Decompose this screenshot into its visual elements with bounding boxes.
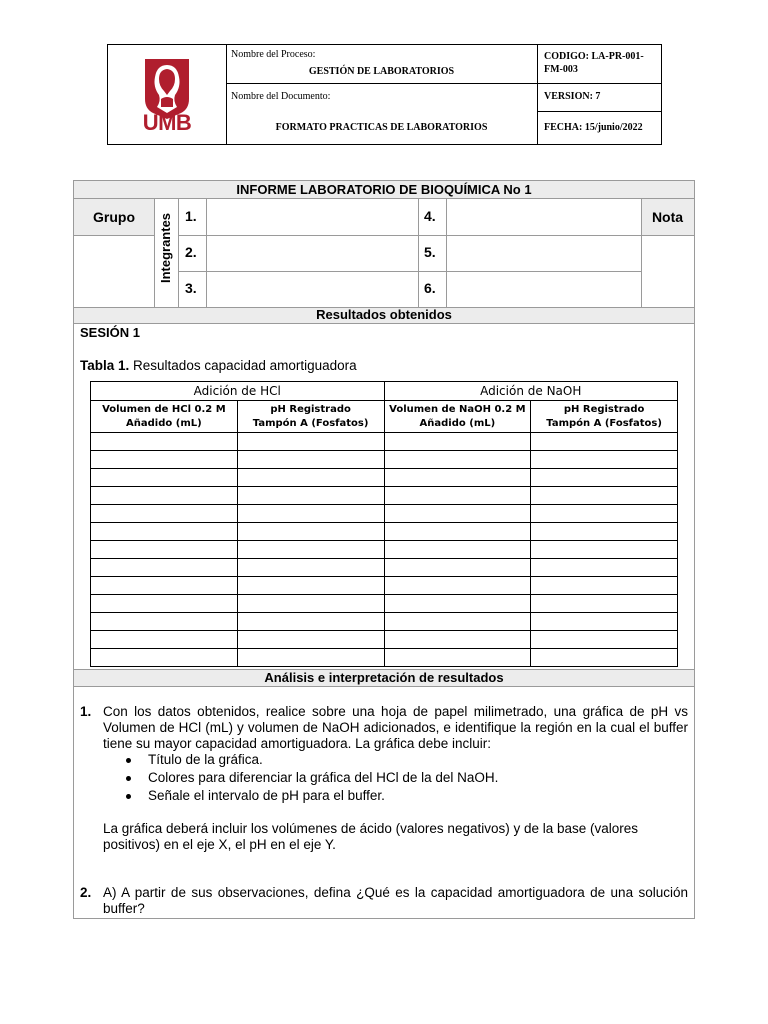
- table-row: [91, 541, 678, 559]
- table-cell[interactable]: [237, 487, 384, 505]
- document-label: Nombre del Documento:: [231, 91, 331, 102]
- table-cell[interactable]: [91, 649, 238, 667]
- table-cell[interactable]: [237, 595, 384, 613]
- q2-text: A) A partir de sus observaciones, defina ¿Qué es la capacidad amortiguadora de una solución buffer?: [103, 885, 688, 916]
- table-row: [91, 649, 678, 667]
- member-1: 1.: [185, 208, 197, 224]
- table-row: [91, 613, 678, 631]
- table-row: [91, 433, 678, 451]
- results-title: Resultados obtenidos: [316, 307, 452, 322]
- table-cell[interactable]: [91, 469, 238, 487]
- table-cell[interactable]: [237, 505, 384, 523]
- table-row: [91, 559, 678, 577]
- table-row: [91, 595, 678, 613]
- table-cell[interactable]: [237, 451, 384, 469]
- table-row: [91, 487, 678, 505]
- table-cell[interactable]: [384, 613, 531, 631]
- analysis-title: Análisis e interpretación de resultados: [264, 670, 504, 685]
- table-cell[interactable]: [384, 595, 531, 613]
- table-row: [91, 631, 678, 649]
- group-label: Grupo: [93, 209, 135, 225]
- col-naoh-volume: Volumen de NaOH 0.2 M Añadido (mL): [384, 401, 531, 433]
- table-cell[interactable]: [384, 523, 531, 541]
- table-cell[interactable]: [91, 631, 238, 649]
- q1-note: La gráfica deberá incluir los volúmenes de ácido (valores negativos) y de la base (valores positivos) en el eje X, el pH en el eje Y.: [103, 821, 639, 852]
- table-cell[interactable]: [91, 487, 238, 505]
- table-cell[interactable]: [531, 505, 678, 523]
- member-6: 6.: [424, 280, 436, 296]
- table-cell[interactable]: [531, 487, 678, 505]
- table-cell[interactable]: [531, 433, 678, 451]
- table-cell[interactable]: [384, 469, 531, 487]
- q1-text: Con los datos obtenidos, realice sobre una hoja de papel milimetrado, una gráfica de pH vs Volumen de HCl (mL) y volumen de NaOH adicionados, e identifique la región en la cual el buffer tiene su mayor capacidad amortiguadora. La gráfica debe incluir:: [103, 704, 688, 751]
- document-name: FORMATO PRACTICAS DE LABORATORIOS: [275, 122, 488, 133]
- table-cell[interactable]: [531, 559, 678, 577]
- table-cell[interactable]: [91, 559, 238, 577]
- table-row: [91, 505, 678, 523]
- table-row: [91, 577, 678, 595]
- table-cell[interactable]: [531, 613, 678, 631]
- table-cell[interactable]: [384, 451, 531, 469]
- table-cell[interactable]: [531, 631, 678, 649]
- bullet-icon: [126, 794, 131, 799]
- table-cell[interactable]: [384, 631, 531, 649]
- date: FECHA: 15/junio/2022: [544, 122, 643, 133]
- process-name: GESTIÓN DE LABORATORIOS: [308, 66, 455, 77]
- table-cell[interactable]: [384, 505, 531, 523]
- table-caption: Tabla 1. Resultados capacidad amortiguadora: [80, 358, 357, 373]
- table-row: [91, 451, 678, 469]
- table-cell[interactable]: [531, 577, 678, 595]
- version: VERSION: 7: [544, 91, 601, 102]
- table-cell[interactable]: [531, 469, 678, 487]
- table-cell[interactable]: [91, 451, 238, 469]
- table-cell[interactable]: [384, 649, 531, 667]
- q2-number: 2.: [80, 885, 92, 900]
- table-cell[interactable]: [384, 487, 531, 505]
- table-cell[interactable]: [91, 505, 238, 523]
- col-hcl-ph: pH Registrado Tampón A (Fosfatos): [237, 401, 384, 433]
- table-cell[interactable]: [91, 595, 238, 613]
- members-label: Integrantes: [158, 212, 173, 284]
- table-cell[interactable]: [384, 577, 531, 595]
- table-cell[interactable]: [237, 523, 384, 541]
- table-cell[interactable]: [237, 433, 384, 451]
- table-row: [91, 469, 678, 487]
- table-cell[interactable]: [384, 433, 531, 451]
- table-cell[interactable]: [384, 559, 531, 577]
- bullet-item: Señale el intervalo de pH para el buffer.: [126, 788, 385, 804]
- table-cell[interactable]: [237, 469, 384, 487]
- bullet-item: Título de la gráfica.: [126, 752, 263, 768]
- table-cell[interactable]: [91, 433, 238, 451]
- member-5: 5.: [424, 244, 436, 260]
- table-cell[interactable]: [91, 541, 238, 559]
- hcl-group-header: Adición de HCl: [91, 382, 385, 401]
- process-label: Nombre del Proceso:: [231, 49, 316, 60]
- table-cell[interactable]: [531, 523, 678, 541]
- table-cell[interactable]: [91, 577, 238, 595]
- table-row: [91, 523, 678, 541]
- col-hcl-volume: Volumen de HCl 0.2 M Añadido (mL): [91, 401, 238, 433]
- table-cell[interactable]: [531, 595, 678, 613]
- table-cell[interactable]: [91, 523, 238, 541]
- table-cell[interactable]: [531, 541, 678, 559]
- table-cell[interactable]: [237, 613, 384, 631]
- table-cell[interactable]: [531, 451, 678, 469]
- results-table: [90, 381, 678, 667]
- table-cell[interactable]: [91, 613, 238, 631]
- logo-text: UMB: [142, 110, 192, 135]
- bullet-icon: [126, 776, 131, 781]
- member-2: 2.: [185, 244, 197, 260]
- table-cell[interactable]: [237, 559, 384, 577]
- table-cell[interactable]: [531, 649, 678, 667]
- col-naoh-ph: pH Registrado Tampón A (Fosfatos): [531, 401, 678, 433]
- bullet-icon: [126, 758, 131, 763]
- table-cell[interactable]: [384, 541, 531, 559]
- code-line-2: FM-003: [544, 64, 578, 75]
- code-line-1: CODIGO: LA-PR-001-: [544, 51, 644, 62]
- naoh-group-header: Adición de NaOH: [384, 382, 678, 401]
- table-cell[interactable]: [237, 649, 384, 667]
- member-4: 4.: [424, 208, 436, 224]
- report-title: INFORME LABORATORIO DE BIOQUÍMICA No 1: [236, 182, 532, 197]
- q1-number: 1.: [80, 704, 92, 719]
- member-3: 3.: [185, 280, 197, 296]
- table-cell[interactable]: [237, 631, 384, 649]
- bullet-item: Colores para diferenciar la gráfica del HCl de la del NaOH.: [126, 770, 498, 786]
- table-cell[interactable]: [237, 577, 384, 595]
- table-cell[interactable]: [237, 541, 384, 559]
- session-label: SESIÓN 1: [80, 325, 140, 340]
- grade-label: Nota: [651, 209, 684, 225]
